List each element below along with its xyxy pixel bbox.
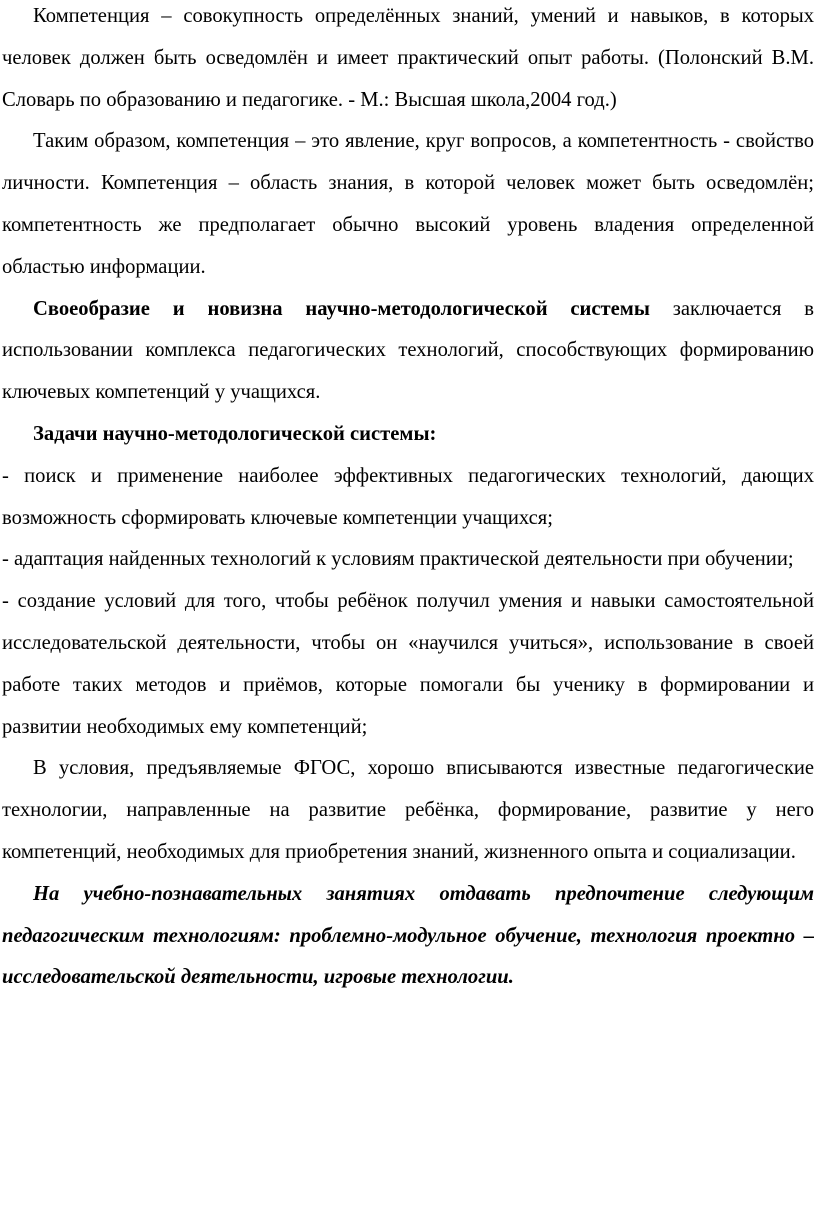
fgos-paragraph: В условия, предъявляемые ФГОС, хорошо вписываются известные педагогические технологии, направленные на развитие ребёнка, формирование, развитие у него компетенций, необходимых для приобретения знаний, жизненного опыта и социализации.: [2, 757, 814, 863]
novelty-text: заключается в использовании комплекса педагогических технологий, способствующих формированию ключевых компетенций у учащихся.: [2, 297, 814, 404]
task-item-3: - создание условий для того, чтобы ребёнок получил умения и навыки самостоятельной исследовательской деятельности, чтобы он «научился учиться», использование в своей работе таких методов и приёмов, которые помогали бы ученику в формировании и развитии необходимых ему компетенций;: [2, 590, 814, 738]
technologies-paragraph: На учебно-познавательных занятиях отдавать предпочтение следующим педагогическим технологиям: проблемно-модульное обучение, технология проектно – исследовательской деятельности, игровые технологии.: [2, 882, 814, 989]
task-item-2: - адаптация найденных технологий к условиям практической деятельности при обучении;: [2, 548, 794, 571]
novelty-paragraph: [2, 289, 814, 414]
competence-comparison-paragraph: Таким образом, компетенция – это явление, круг вопросов, а компетентность - свойство личности. Компетенция – область знания, в которой человек может быть осведомлён; компетентность же предполагает обычно высокий уровень владения определенной областью информации.: [2, 130, 814, 278]
tasks-heading: Задачи научно-методологической системы:: [33, 422, 437, 445]
novelty-heading: Своеобразие и новизна научно-методологической системы: [33, 297, 650, 320]
definition-paragraph: Компетенция – совокупность определённых знаний, умений и навыков, в которых человек должен быть осведомлён и имеет практический опыт работы. (Полонский В.М. Словарь по образованию и педагогике. - М.: Высшая школа,2004 год.): [2, 5, 814, 111]
task-item-1: - поиск и применение наиболее эффективных педагогических технологий, дающих возможность сформировать ключевые компетенции учащихся;: [2, 464, 814, 529]
